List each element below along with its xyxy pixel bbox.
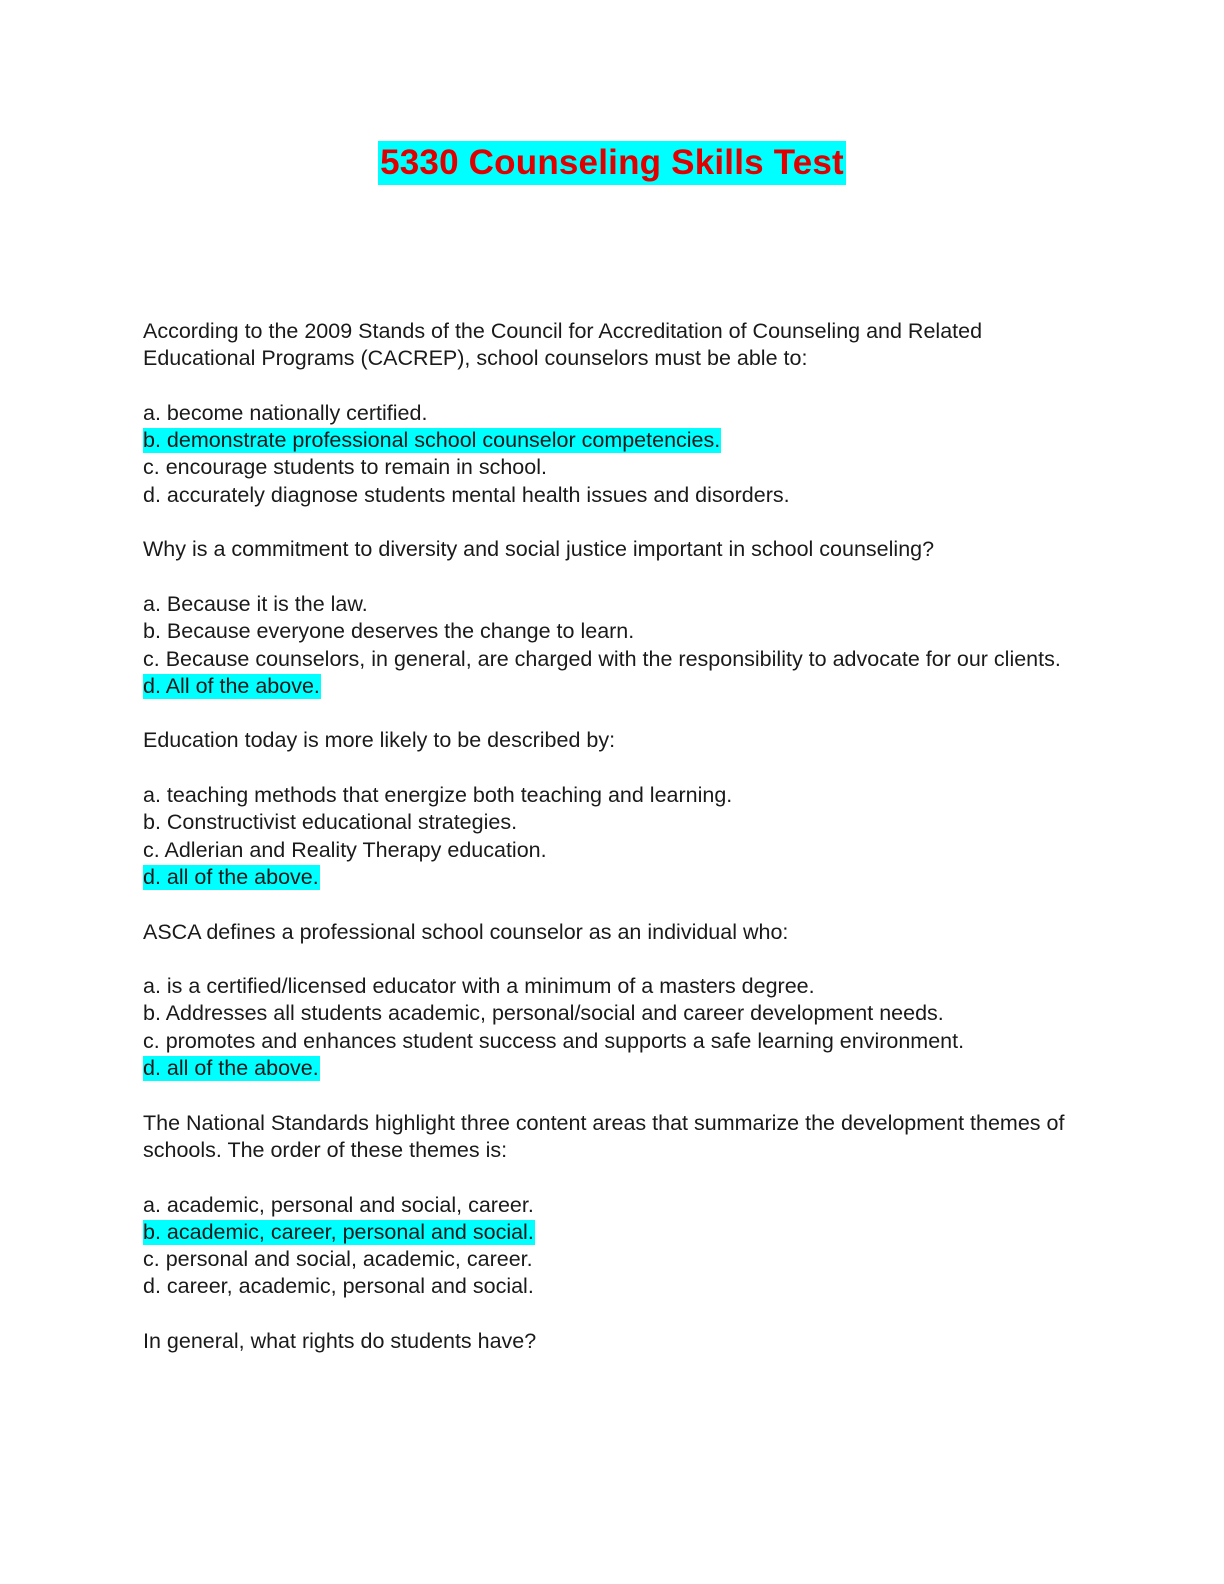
answer-option-text: a. is a certified/licensed educator with a minimum of a masters degree.	[143, 974, 815, 999]
answer-option-text: b. Addresses all students academic, personal/social and career development needs.	[143, 1001, 944, 1026]
answer-option-b	[143, 1000, 1083, 1027]
answer-option-text: b. demonstrate professional school counselor competencies.	[143, 428, 721, 453]
question-stem: The National Standards highlight three content areas that summarize the development themes of schools. The order of these themes is:	[143, 1110, 1065, 1162]
answer-option-a	[143, 782, 1083, 809]
question-5	[143, 1110, 1083, 1301]
answer-option-text: d. all of the above.	[143, 1056, 319, 1081]
answer-option-text: a. become nationally certified.	[143, 400, 428, 425]
answer-option-a	[143, 400, 1083, 427]
answer-option-text: b. Constructivist educational strategies.	[143, 810, 518, 835]
answer-option-d	[143, 482, 1083, 509]
answer-option-a	[143, 591, 1083, 618]
answer-option-b	[143, 618, 1083, 645]
question-1	[143, 318, 1083, 509]
answer-option-d-highlighted	[143, 1055, 1083, 1082]
answer-option-text: c. Because counselors, in general, are charged with the responsibility to advocate for our clients.	[143, 646, 1061, 671]
question-2	[143, 536, 1083, 700]
answer-option-d	[143, 1273, 1083, 1300]
answer-option-text: a. Because it is the law.	[143, 591, 368, 616]
question-stem: ASCA defines a professional school counselor as an individual who:	[143, 919, 789, 944]
answer-option-text: c. encourage students to remain in school.	[143, 455, 547, 480]
answer-option-text: b. Because everyone deserves the change to learn.	[143, 619, 635, 644]
question-6	[143, 1328, 1083, 1355]
answer-option-b-highlighted	[143, 427, 1083, 454]
answer-option-c	[143, 646, 1083, 673]
answer-option-text: c. Adlerian and Reality Therapy education.	[143, 837, 547, 862]
answer-option-c	[143, 454, 1083, 481]
question-stem: Why is a commitment to diversity and social justice important in school counseling?	[143, 537, 935, 562]
question-3	[143, 727, 1083, 891]
answer-option-d-highlighted	[143, 673, 1083, 700]
answer-option-a	[143, 1192, 1083, 1219]
answer-option-text: d. all of the above.	[143, 864, 319, 889]
answer-option-d-highlighted	[143, 864, 1083, 891]
answer-option-b-highlighted	[143, 1219, 1083, 1246]
answer-option-text: d. career, academic, personal and social.	[143, 1274, 534, 1299]
question-stem: Education today is more likely to be described by:	[143, 728, 616, 753]
question-4	[143, 919, 1083, 1083]
answer-option-text: d. All of the above.	[143, 673, 320, 698]
page-title: 5330 Counseling Skills Test	[378, 141, 846, 185]
answer-option-text: c. promotes and enhances student success and supports a safe learning environment.	[143, 1028, 965, 1053]
answer-option-text: c. personal and social, academic, career.	[143, 1247, 533, 1272]
title-container	[0, 141, 1224, 185]
answer-option-c	[143, 1028, 1083, 1055]
question-list	[143, 318, 1083, 1383]
answer-option-c	[143, 1246, 1083, 1273]
answer-option-c	[143, 837, 1083, 864]
answer-option-text: a. academic, personal and social, career.	[143, 1192, 534, 1217]
answer-option-text: d. accurately diagnose students mental health issues and disorders.	[143, 482, 790, 507]
answer-option-text: a. teaching methods that energize both teaching and learning.	[143, 783, 733, 808]
answer-option-b	[143, 809, 1083, 836]
question-stem: According to the 2009 Stands of the Council for Accreditation of Counseling and Related Educational Programs (CACREP), school counselors must be able to:	[143, 319, 983, 371]
answer-option-a	[143, 973, 1083, 1000]
question-stem: In general, what rights do students have?	[143, 1328, 537, 1353]
answer-option-text: b. academic, career, personal and social.	[143, 1219, 534, 1244]
